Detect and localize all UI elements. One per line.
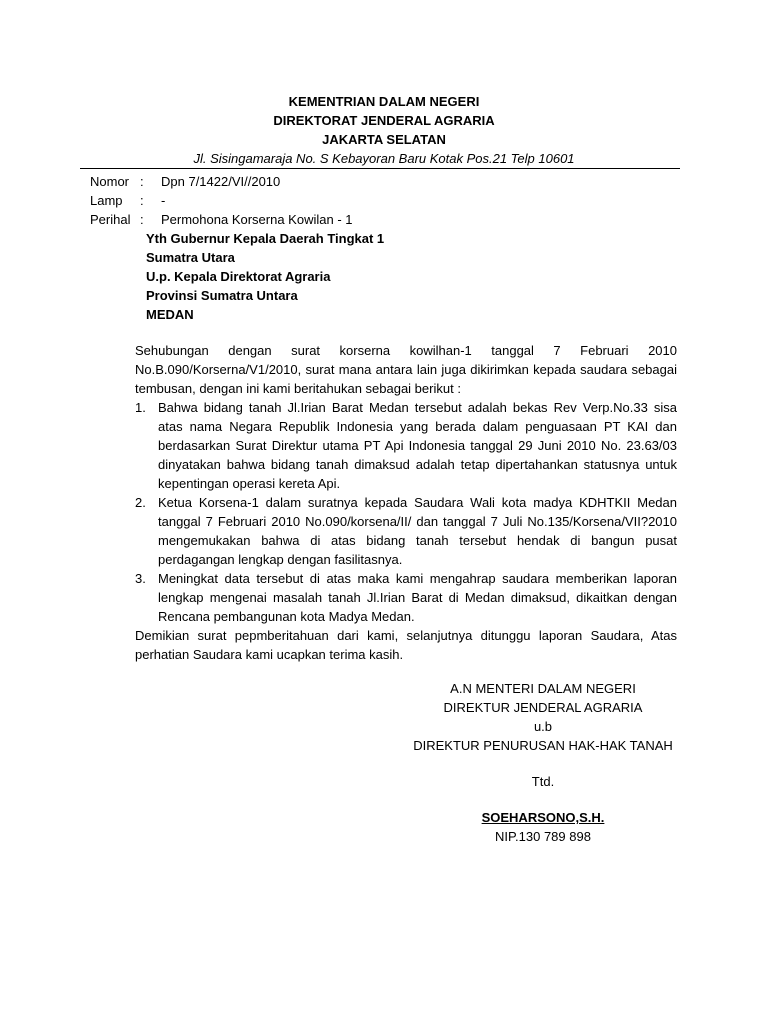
meta-row-nomor [90, 172, 690, 191]
signature-line: u.b [533, 719, 553, 734]
signature-line: DIREKTUR PENURUSAN HAK-HAK TANAH [413, 738, 673, 753]
item-text: Meningkat data tersebut di atas maka kami mengahrap saudara memberikan laporan lengkap mengenai masalah tanah Jl.Irian Barat di Medan dimaksud, dikaitkan dengan Rencana pembangunan kota Madya Medan. [158, 571, 677, 624]
letter-meta [90, 172, 690, 229]
recipient-line: MEDAN [146, 307, 194, 322]
meta-row-lamp [90, 191, 690, 210]
letterhead [80, 92, 688, 168]
item-number: 2. [135, 495, 146, 510]
list-item [135, 493, 677, 569]
colon: : [140, 174, 144, 189]
list-item [135, 398, 677, 493]
letter-body [135, 341, 677, 664]
signature-block [388, 679, 698, 846]
nomor-value: Dpn 7/1422/VI//2010 [161, 174, 281, 189]
signatory-name: SOEHARSONO,S.H. [481, 810, 605, 825]
recipient-line: Provinsi Sumatra Untara [146, 288, 298, 303]
recipient-line: Yth Gubernur Kepala Daerah Tingkat 1 [146, 231, 385, 246]
colon: : [140, 193, 144, 208]
directorate-name: DIREKTORAT JENDERAL AGRARIA [273, 113, 495, 128]
point-list [135, 398, 677, 626]
item-number: 1. [135, 400, 146, 415]
perihal-value: Permohona Korserna Kowilan - 1 [161, 212, 353, 227]
city-name: JAKARTA SELATAN [322, 132, 446, 147]
recipient-line: U.p. Kepala Direktorat Agraria [146, 269, 331, 284]
office-address: Jl. Sisingamaraja No. S Kebayoran Baru Kotak Pos.21 Telp 10601 [193, 151, 575, 166]
colon: : [140, 212, 144, 227]
signed-mark: Ttd. [531, 774, 555, 789]
lamp-label: Lamp [90, 193, 123, 208]
signature-line: A.N MENTERI DALAM NEGERI [450, 681, 636, 696]
meta-row-perihal [90, 210, 690, 229]
list-item [135, 569, 677, 626]
header-divider [80, 168, 680, 169]
intro-paragraph: Sehubungan dengan surat korserna kowilhan-1 tanggal 7 Februari 2010 No.B.090/Korserna/V1/2010, surat mana antara lain juga dikirimkan kepada saudara sebagai tembusan, dengan ini kami beritahukan sebagai berikut : [135, 343, 677, 396]
item-number: 3. [135, 571, 146, 586]
lamp-value: - [161, 193, 166, 208]
signatory-nip: NIP.130 789 898 [495, 829, 591, 844]
recipient-line: Sumatra Utara [146, 250, 235, 265]
closing-paragraph: Demikian surat pepmberitahuan dari kami, selanjutnya ditunggu laporan Saudara, Atas perhatian Saudara kami ucapkan terima kasih. [135, 628, 677, 662]
item-text: Bahwa bidang tanah Jl.Irian Barat Medan tersebut adalah bekas Rev Verp.No.33 sisa atas nama Negara Republik Indonesia yang berada dalam penguasaan PT KAI dan berdasarkan Surat Direktur utama PT Api Indonesia tanggal 29 Juni 2010 No. 23.63/03 dinyatakan bahwa bidang tanah dimaksud adalah tetap dipertahankan statusnya untuk kepentingan operasi kereta Api. [158, 400, 677, 491]
item-text: Ketua Korsena-1 dalam suratnya kepada Saudara Wali kota madya KDHTKII Medan tanggal 7 Februari 2010 No.090/korsena/II/ dan tanggal 7 Juli No.135/Korsena/VII?2010 mengemukakan bahwa di atas bidang tanah tersebut hendak di bangun pusat perdagangan lengkap dengan fasilitasnya. [158, 495, 677, 567]
signature-line: DIREKTUR JENDERAL AGRARIA [443, 700, 643, 715]
nomor-label: Nomor [90, 174, 130, 189]
perihal-label: Perihal [90, 212, 131, 227]
ministry-name: KEMENTRIAN DALAM NEGERI [288, 94, 480, 109]
recipient-block [146, 229, 384, 324]
